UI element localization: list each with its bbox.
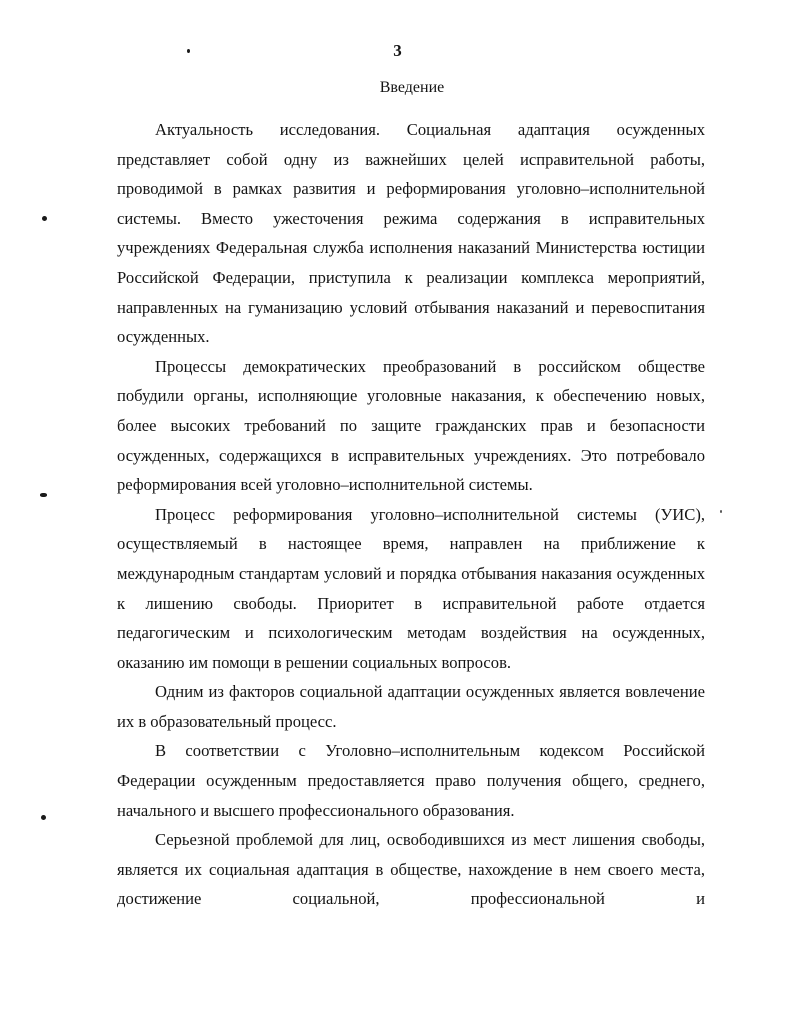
paragraph-democratic-processes: Процессы демократических преобразований в российском обществе побудили органы, исполняющие уголовные наказания, к обеспечению новых, более высоких требований по защите гражданских прав и безопасности осужденных, содержащихся в исправительных учреждениях. Это потребовало реформирования всей уголовно–исполнительной системы.: [117, 356, 705, 495]
binding-hole-mark: [40, 493, 47, 497]
paragraph-education-factor: Одним из факторов социальной адаптации осужденных является вовлечение их в образовательный процесс.: [117, 682, 705, 731]
section-heading: Введение: [379, 79, 445, 96]
paragraph-penal-code: В соответствии с Уголовно–исполнительным кодексом Российской Федерации осужденным предоставляется право получения общего, среднего, начального и высшего профессионального образования.: [117, 741, 705, 820]
paragraph-relevance: Актуальность исследования. Социальная адаптация осужденных представляет собой одну из важнейших целей исправительной работы, проводимой в рамках развития и реформирования уголовно–исполнительной системы. Вместо ужесточения режима содержания в исправительных учреждениях Федеральная служба исполнения наказаний Министерства юстиции Российской Федерации, приступила к реализации комплекса мероприятий, направленных на гуманизацию условий отбывания наказаний и перевоспитания осужденных.: [117, 120, 705, 347]
paragraph-social-adaptation: Серьезной проблемой для лиц, освободившихся из мест лишения свободы, является их социальная адаптация в обществе, нахождение в нем своего места, достижение социальной, профессиональной и: [117, 830, 705, 909]
page-number: 3: [393, 41, 402, 60]
binding-hole-mark: [42, 216, 47, 221]
scan-speck: [720, 510, 722, 513]
binding-hole-mark: [41, 815, 46, 820]
paragraph-reform-process: Процесс реформирования уголовно–исполнительной системы (УИС), осуществляемый в настоящее время, направлен на приближение к международным стандартам условий и порядка отбывания наказания осужденных к лишению свободы. Приоритет в исправительной работе отдается педагогическим и психологическим методам воздействия на осужденных, оказанию им помощи в решении социальных вопросов.: [117, 504, 705, 672]
body-text: [117, 115, 705, 914]
scan-speck: [187, 49, 190, 53]
